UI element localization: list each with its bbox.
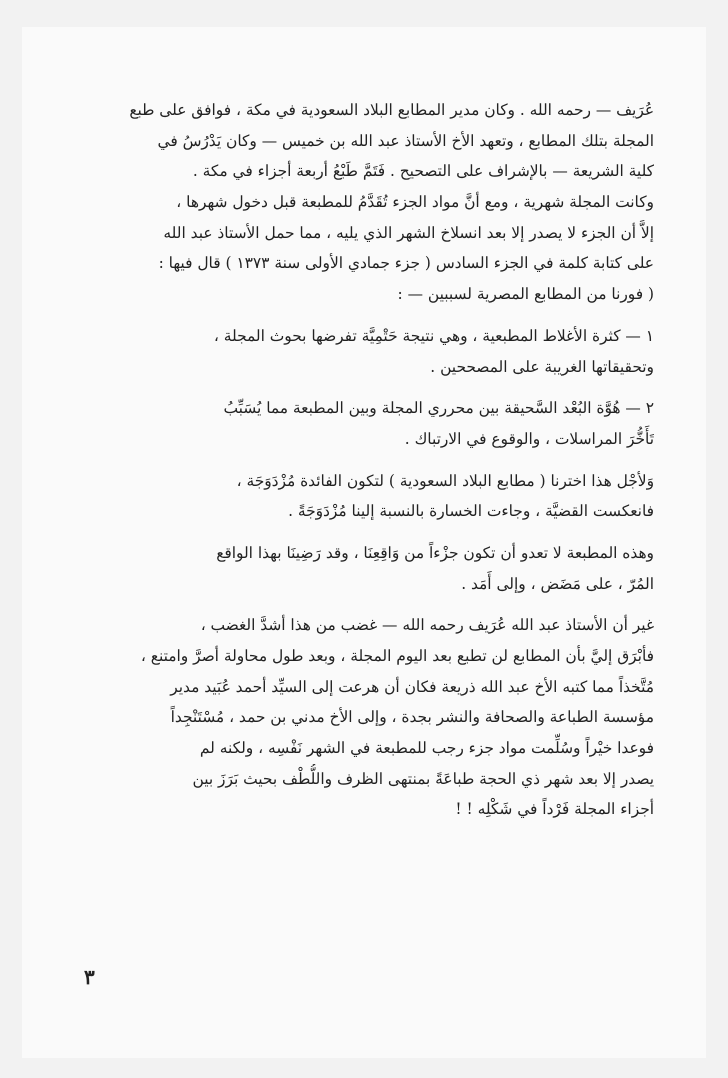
text-line: يصدر إلا بعد شهر ذي الحجة طباعَةً بمنتهى الظرف واللُّطْف بحيث بَرَزَ بين bbox=[192, 769, 654, 788]
page-number: ٣ bbox=[84, 965, 95, 989]
paragraph bbox=[74, 466, 654, 527]
text-line: مُتَّخذاً مما كتبه الأخ عبد الله ذريعة فكان أن هرعت إلى السيِّد أحمد عُبَيد مدير bbox=[170, 677, 654, 696]
book-page bbox=[22, 27, 706, 1058]
paragraph bbox=[74, 321, 654, 382]
text-line: فانعكست القضيَّة ، وجاءت الخسارة بالنسبة إلينا مُزْدَوَجَةً . bbox=[288, 502, 654, 521]
text-line: كلية الشريعة — بالإشراف على التصحيح . فَتَمَّ طَبْعُ أربعة أجزاء في مكة . bbox=[192, 162, 654, 181]
text-line: ١ — كثرة الأغلاط المطبعية ، وهي نتيجة حَتْمِيَّة تفرضها بحوث المجلة ، bbox=[213, 326, 654, 345]
text-line: أجزاء المجلة فَرْداً في شَكْلِه ! ! bbox=[455, 800, 654, 819]
text-line: تَأَخُّرَ المراسلات ، والوقوع في الارتباك . bbox=[404, 429, 654, 448]
text-line: ( فورنا من المطابع المصرية لسببين — : bbox=[397, 285, 654, 304]
text-line: ٢ — هُوَّة البُعْد السَّحيقة بين محرري المجلة وبين المطبعة مما يُسَبِّبُ bbox=[223, 399, 654, 418]
paragraph bbox=[74, 95, 654, 310]
text-line: مؤسسة الطباعة والصحافة والنشر بجدة ، وإلى الأخ مدني بن حمد ، مُسْتَنْجِداً bbox=[170, 708, 654, 727]
text-line: وتحقيقاتها الغريبة على المصححين . bbox=[430, 357, 654, 376]
text-line: فوعدا خيْراً وسُلِّمت مواد جزء رجب للمطبعة في الشهر نَفْسِه ، ولكنه لم bbox=[199, 739, 654, 758]
text-line: فأبْرَق إليَّ بأن المطابع لن تطبع بعد اليوم المجلة ، وبعد طول محاولة أصرَّ وامتنع ، bbox=[140, 647, 654, 665]
text-line: وَلأجْل هذا اخترنا ( مطابع البلاد السعودية ) لتكون الفائدة مُزْدَوَجَة ، bbox=[236, 471, 654, 490]
text-line: على كتابة كلمة في الجزء السادس ( جزء جمادي الأولى سنة ١٣٧٣ ) قال فيها : bbox=[158, 254, 654, 273]
text-line: المجلة بتلك المطابع ، وتعهد الأخ الأستاذ عبد الله بن خميس — وكان يَدْرُسُ في bbox=[157, 131, 654, 150]
text-line: المُرّ ، على مَضَض ، وإلى أَمَد . bbox=[461, 574, 654, 593]
paragraph bbox=[74, 610, 654, 825]
paragraph bbox=[74, 538, 654, 599]
text-line: وهذه المطبعة لا تعدو أن تكون جزْءاً من وَاقِعِنَا ، وقد رَضِينَا بهذا الواقع bbox=[216, 543, 654, 562]
text-line: إلاَّ أن الجزء لا يصدر إلا بعد انسلاخ الشهر الذي يليه ، مما حمل الأستاذ عبد الله bbox=[163, 223, 654, 242]
text-line: عُرَيف — رحمه الله . وكان مدير المطابع البلاد السعودية في مكة ، فوافق على طبع bbox=[129, 101, 654, 119]
text-line: وكانت المجلة شهرية ، ومع أنَّ مواد الجزء تُقَدَّمُ للمطبعة قبل دخول شهرها ، bbox=[176, 193, 654, 212]
body-text bbox=[74, 95, 654, 836]
paragraph bbox=[74, 393, 654, 454]
text-line: غير أن الأستاذ عبد الله عُرَيف رحمه الله — غضب من هذا أشدَّ الغضب ، bbox=[200, 616, 654, 635]
